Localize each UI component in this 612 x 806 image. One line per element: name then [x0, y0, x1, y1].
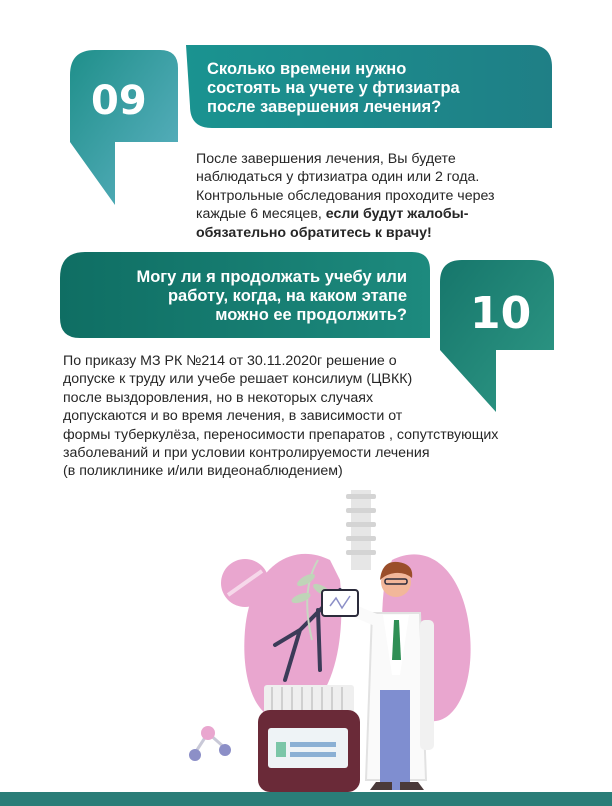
q09-title-line: Сколько времени нужно — [207, 60, 407, 78]
q09-title-line: состоять на учете у фтизиатра — [207, 79, 460, 97]
q10-answer-line: допуске к труду или учебе решает консилиум (ЦВКК) — [63, 371, 413, 388]
q09-answer-emphasis: если будут жалобы- — [325, 206, 469, 223]
q10-title — [82, 268, 407, 325]
q10-number: 10 — [470, 288, 532, 339]
q10-answer — [63, 352, 563, 481]
trachea-icon — [346, 490, 376, 570]
q10-answer-line: По приказу МЗ РК №214 от 30.11.2020г решение о — [63, 353, 397, 369]
q09-answer-text: каждые 6 месяцев, — [196, 206, 326, 223]
q10-answer-line: формы туберкулёза, переносимости препаратов , сопутствующих — [63, 426, 499, 443]
molecule-icon — [189, 726, 231, 761]
q09-title-line: после завершения лечения? — [207, 98, 442, 116]
q10-title-line: работу, когда, на каком этапе — [167, 287, 407, 305]
q09-answer — [196, 150, 596, 242]
tablet-icon — [322, 590, 358, 616]
q09-answer-line: Контрольные обследования проходите через — [196, 187, 495, 204]
pill-icon — [221, 559, 269, 607]
q09-answer-line: После завершения лечения, Вы будете — [196, 151, 456, 167]
q09-answer-line — [196, 205, 596, 223]
q10-title-line: Могу ли я продолжать учебу или — [136, 268, 407, 286]
q09-number-bubble — [70, 50, 178, 205]
medicine-bottle-icon — [258, 685, 360, 792]
q10-answer-line: (в поликлинике и/или видеонаблюдением) — [63, 463, 343, 480]
q09-answer-line: наблюдаться у фтизиатра один или 2 года. — [196, 169, 480, 186]
q10-answer-line: после выздоровления, но в некоторых случаях — [63, 389, 374, 406]
illustration — [0, 480, 612, 792]
bottom-bar — [0, 792, 612, 806]
q09-number: 09 — [91, 78, 147, 124]
q10-answer-line: заболеваний и при условии контролируемости лечения — [63, 445, 430, 462]
q09-title — [207, 60, 547, 117]
q10-answer-line: допускаются и во время лечения, в зависимости от — [63, 408, 403, 425]
q09-answer-emphasis: обязательно обратитесь к врачу! — [196, 224, 432, 241]
q10-title-line: можно ее продолжить? — [215, 306, 407, 324]
